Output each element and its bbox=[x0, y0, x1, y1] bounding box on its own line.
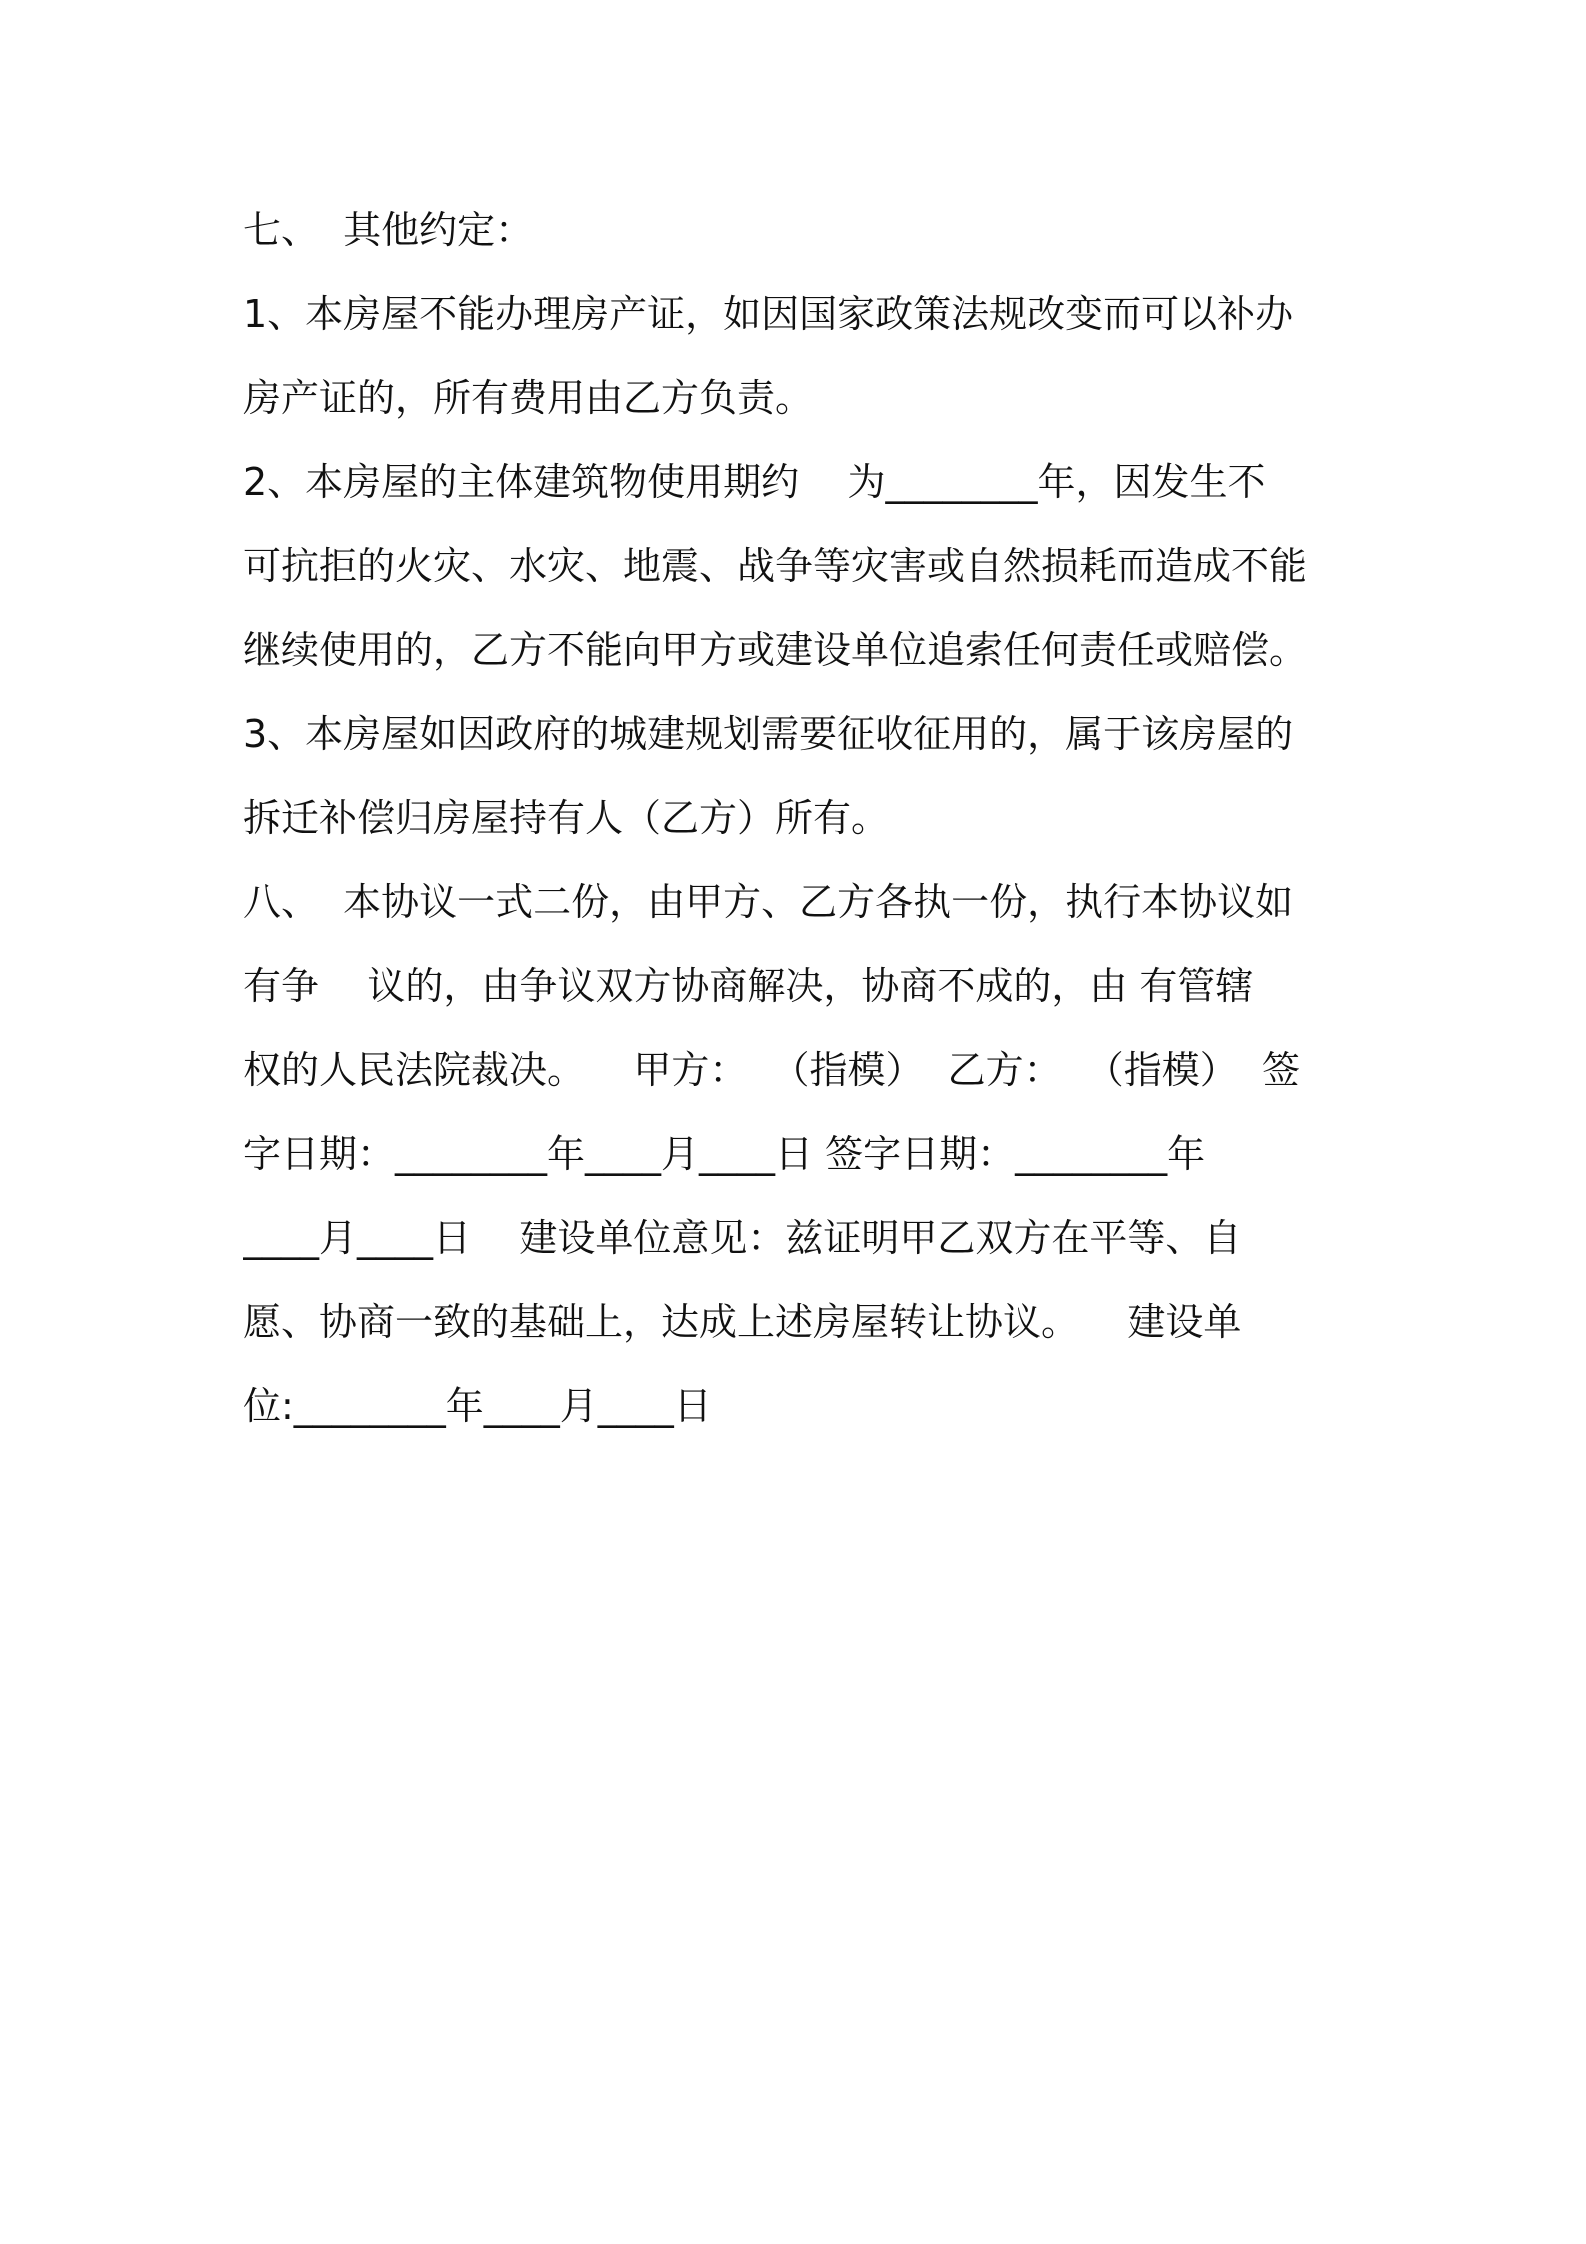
section-8-line-6: 愿、协商一致的基础上，达成上述房屋转让协议。 建设单 bbox=[243, 1300, 1242, 1344]
section-8-line-5: ____月____日 建设单位意见：兹证明甲乙双方在平等、自 bbox=[243, 1216, 1242, 1260]
document-body bbox=[243, 188, 1348, 1448]
section-7-item-2-line-2: 可抗拒的火灾、水灾、地震、战争等灾害或自然损耗而造成不能 bbox=[243, 544, 1308, 588]
section-8-line-1: 八、 本协议一式二份，由甲方、乙方各执一份，执行本协议如 bbox=[243, 880, 1294, 924]
section-7-item-1-line-2: 房产证的，所有费用由乙方负责。 bbox=[243, 376, 814, 420]
section-8-line-4: 字日期：________年____月____日 签字日期：________年 bbox=[243, 1132, 1206, 1176]
section-7-item-2-line-3: 继续使用的，乙方不能向甲方或建设单位追索任何责任或赔偿。 bbox=[243, 628, 1308, 672]
section-8-line-3: 权的人民法院裁决。 甲方： （指模） 乙方： （指模） 签 bbox=[243, 1048, 1300, 1092]
section-8-line-2: 有争 议的，由争议双方协商解决，协商不成的，由 有管辖 bbox=[243, 964, 1254, 1008]
section-7-item-1-line-1: 1、本房屋不能办理房产证，如因国家政策法规改变而可以补办 bbox=[243, 292, 1294, 336]
section-7-item-3-line-1: 3、本房屋如因政府的城建规划需要征收征用的，属于该房屋的 bbox=[243, 712, 1294, 756]
section-7-heading: 七、 其他约定： bbox=[243, 208, 534, 252]
section-7-item-2-line-1: 2、本房屋的主体建筑物使用期约 为________年，因发生不 bbox=[243, 460, 1266, 504]
section-8-line-7: 位:________年____月____日 bbox=[243, 1384, 712, 1428]
section-7-item-3-line-2: 拆迁补偿归房屋持有人（乙方）所有。 bbox=[243, 796, 890, 840]
